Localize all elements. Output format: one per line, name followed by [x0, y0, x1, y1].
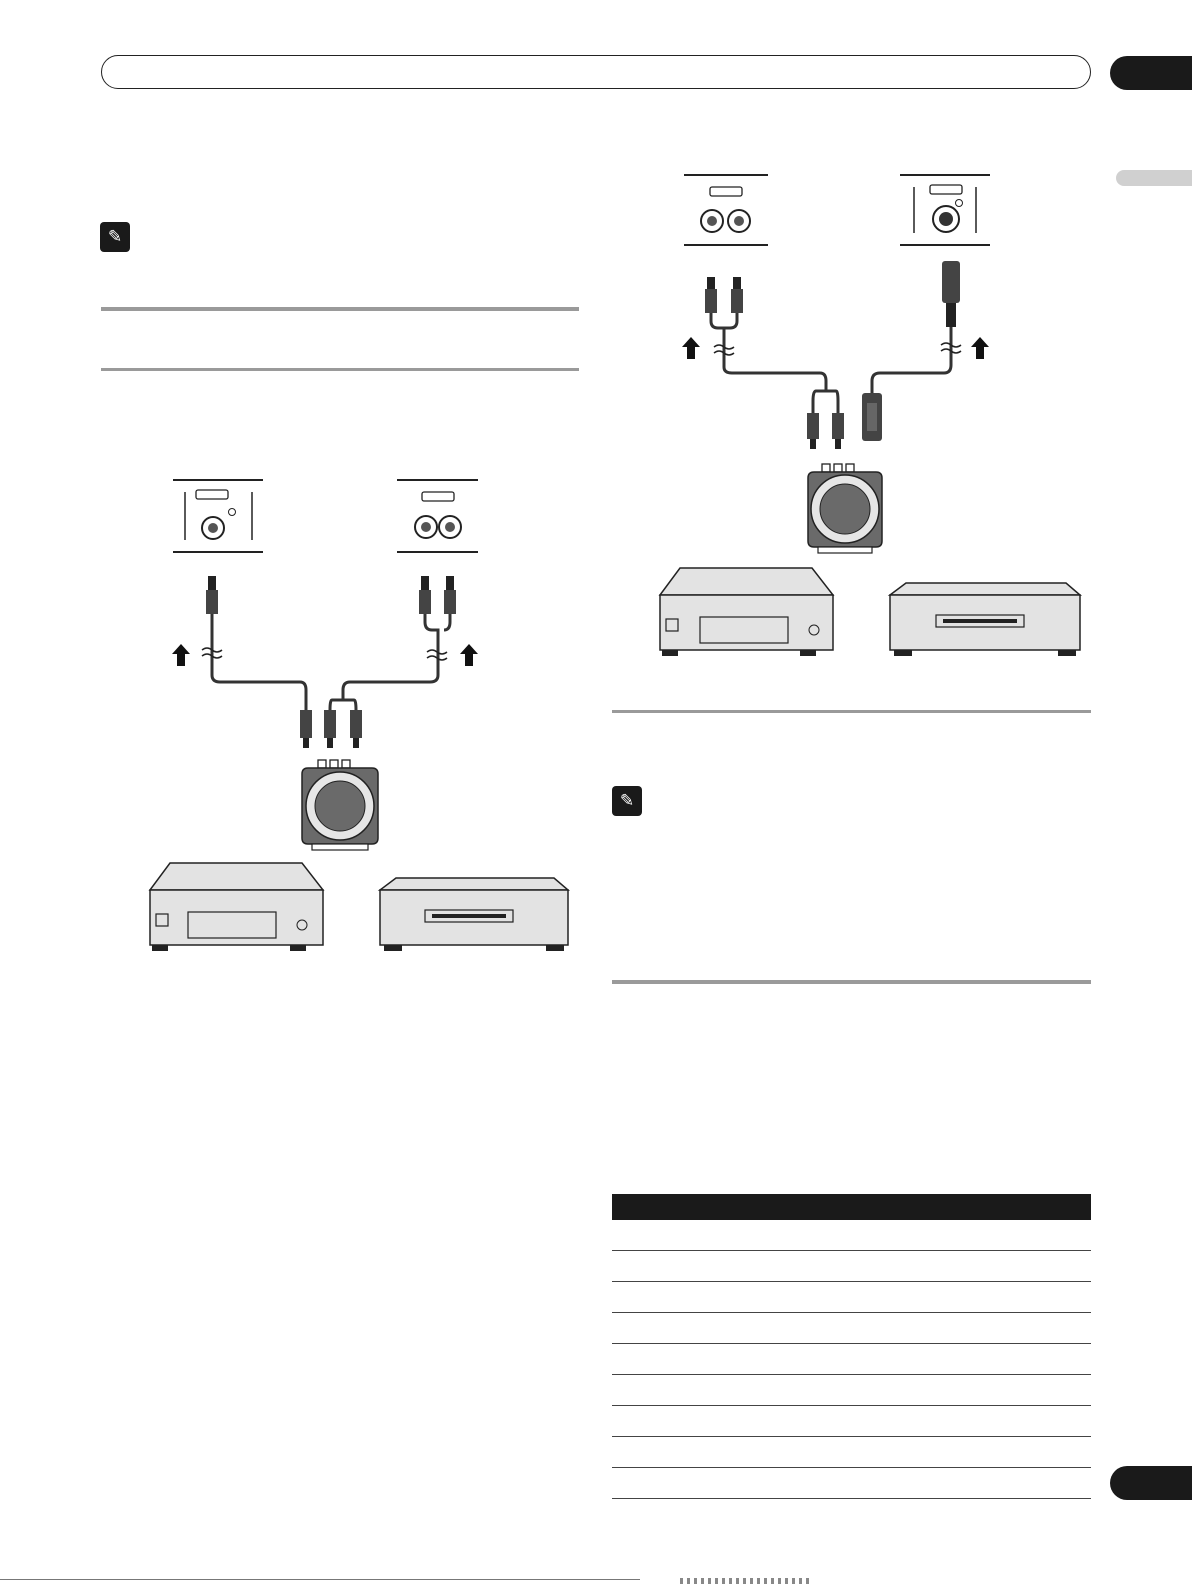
composite-connection-diagram: [140, 470, 580, 960]
av-device-icon: [302, 760, 378, 850]
spec-table: [612, 1194, 1091, 1499]
table-row: [612, 1282, 1091, 1313]
audio-plugs-top: [419, 576, 456, 614]
svideo-connection-diagram: [650, 165, 1090, 660]
vcr-icon: [380, 878, 568, 951]
video-input-panel: [173, 480, 263, 552]
table-row: [612, 1220, 1091, 1251]
note-pencil-icon: ✎: [612, 786, 642, 816]
section-heading-rule: [612, 980, 1091, 984]
page-number-tab: [1110, 1466, 1192, 1500]
up-arrow-icon: [172, 644, 190, 666]
table-row: [612, 1437, 1091, 1468]
camera-plugs: [300, 710, 362, 748]
chapter-tab: [1110, 56, 1192, 90]
header-bar: [101, 55, 1091, 89]
camera-audio-plugs: [807, 413, 844, 449]
svideo-plug-top: [942, 261, 960, 327]
audio-plugs-top: [705, 277, 743, 313]
up-arrow-icon: [971, 337, 989, 359]
table-header: [612, 1194, 1091, 1220]
dvd-player-icon: [660, 568, 833, 656]
footer-marks: [680, 1578, 810, 1584]
footer-line: [0, 1579, 640, 1580]
table-row: [612, 1313, 1091, 1344]
note-pencil-icon: ✎: [100, 222, 130, 252]
table-row: [612, 1468, 1091, 1499]
up-arrow-icon: [460, 644, 478, 666]
language-tab: [1116, 170, 1192, 186]
audio-input-panel: [397, 480, 478, 552]
audio-input-panel: [684, 175, 768, 245]
video-plug-top: [206, 576, 218, 614]
table-row: [612, 1251, 1091, 1282]
section-heading-rule: [101, 307, 579, 311]
table-row: [612, 1344, 1091, 1375]
section-subheading-rule: [612, 710, 1091, 713]
section-subheading-rule: [101, 368, 579, 371]
up-arrow-icon: [682, 337, 700, 359]
table-row: [612, 1406, 1091, 1437]
camera-svideo-plug: [862, 393, 882, 441]
vcr-icon: [890, 583, 1080, 656]
av-device-icon: [808, 464, 882, 553]
table-row: [612, 1375, 1091, 1406]
svideo-input-panel: [900, 175, 990, 245]
dvd-player-icon: [150, 863, 323, 951]
